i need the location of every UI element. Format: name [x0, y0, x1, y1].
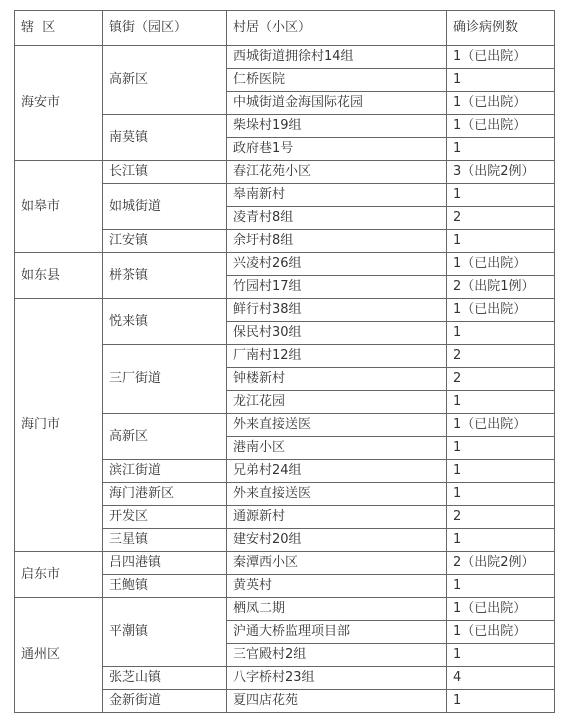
cases-cell: 1（已出院） — [447, 598, 555, 621]
town-cell: 高新区 — [103, 414, 227, 460]
community-cell: 竹园村17组 — [227, 276, 447, 299]
community-cell: 建安村20组 — [227, 529, 447, 552]
cases-cell: 1（已出院） — [447, 414, 555, 437]
cases-cell: 1 — [447, 230, 555, 253]
community-cell: 仁桥医院 — [227, 69, 447, 92]
header-row — [15, 11, 555, 46]
table-row — [15, 598, 555, 621]
cases-cell: 2 — [447, 345, 555, 368]
cases-cell: 1（已出院） — [447, 299, 555, 322]
header-cell-town: 镇街（园区） — [103, 11, 227, 46]
cases-cell: 1 — [447, 391, 555, 414]
district-cell: 如东县 — [15, 253, 103, 299]
community-cell: 皋南新村 — [227, 184, 447, 207]
cases-cell: 1 — [447, 184, 555, 207]
header-cell-cases: 确诊病例数 — [447, 11, 555, 46]
community-cell: 鲜行村38组 — [227, 299, 447, 322]
community-cell: 中城街道金海国际花园 — [227, 92, 447, 115]
district-cell: 启东市 — [15, 552, 103, 598]
cases-cell: 1 — [447, 322, 555, 345]
community-cell: 西城街道拥徐村14组 — [227, 46, 447, 69]
town-cell: 张芝山镇 — [103, 667, 227, 690]
town-cell: 王鲍镇 — [103, 575, 227, 598]
district-cell: 如皋市 — [15, 161, 103, 253]
community-cell: 八字桥村23组 — [227, 667, 447, 690]
table-row — [15, 46, 555, 69]
header-cell-community: 村居（小区） — [227, 11, 447, 46]
community-cell: 钟楼新村 — [227, 368, 447, 391]
cases-cell: 3（出院2例） — [447, 161, 555, 184]
table-row — [15, 253, 555, 276]
table-container — [14, 10, 555, 713]
town-cell: 如城街道 — [103, 184, 227, 230]
cases-cell: 1 — [447, 69, 555, 92]
community-cell: 凌青村8组 — [227, 207, 447, 230]
cases-cell: 2 — [447, 506, 555, 529]
district-cell: 通州区 — [15, 598, 103, 713]
cases-cell: 1（已出院） — [447, 46, 555, 69]
community-cell: 厂南村12组 — [227, 345, 447, 368]
cases-cell: 1（已出院） — [447, 115, 555, 138]
cases-cell: 1 — [447, 460, 555, 483]
town-cell: 长江镇 — [103, 161, 227, 184]
cases-cell: 1 — [447, 437, 555, 460]
community-cell: 春江花苑小区 — [227, 161, 447, 184]
community-cell: 黄英村 — [227, 575, 447, 598]
community-cell: 沪通大桥监理项目部 — [227, 621, 447, 644]
cases-cell: 2（出院2例） — [447, 552, 555, 575]
district-cell: 海门市 — [15, 299, 103, 552]
town-cell: 江安镇 — [103, 230, 227, 253]
cases-cell: 1（已出院） — [447, 92, 555, 115]
town-cell: 滨江街道 — [103, 460, 227, 483]
town-cell: 平潮镇 — [103, 598, 227, 667]
community-cell: 秦潭西小区 — [227, 552, 447, 575]
community-cell: 外来直接送医 — [227, 483, 447, 506]
confirmed-cases-table — [14, 10, 555, 713]
town-cell: 海门港新区 — [103, 483, 227, 506]
community-cell: 政府巷1号 — [227, 138, 447, 161]
town-cell: 高新区 — [103, 46, 227, 115]
town-cell: 悦来镇 — [103, 299, 227, 345]
cases-cell: 2（出院1例） — [447, 276, 555, 299]
cases-cell: 1 — [447, 483, 555, 506]
community-cell: 柴垛村19组 — [227, 115, 447, 138]
cases-cell: 2 — [447, 207, 555, 230]
cases-cell: 1（已出院） — [447, 253, 555, 276]
cases-cell: 1 — [447, 690, 555, 713]
table-row — [15, 299, 555, 322]
town-cell: 金新街道 — [103, 690, 227, 713]
community-cell: 余圩村8组 — [227, 230, 447, 253]
cases-cell: 1 — [447, 138, 555, 161]
table-row — [15, 552, 555, 575]
town-cell: 开发区 — [103, 506, 227, 529]
community-cell: 夏四店花苑 — [227, 690, 447, 713]
town-cell: 三厂街道 — [103, 345, 227, 414]
community-cell: 外来直接送医 — [227, 414, 447, 437]
community-cell: 保民村30组 — [227, 322, 447, 345]
header-cell-district: 辖 区 — [15, 11, 103, 46]
cases-cell: 4 — [447, 667, 555, 690]
community-cell: 港南小区 — [227, 437, 447, 460]
town-cell: 南莫镇 — [103, 115, 227, 161]
community-cell: 通源新村 — [227, 506, 447, 529]
community-cell: 三官殿村2组 — [227, 644, 447, 667]
table-row — [15, 161, 555, 184]
town-cell: 吕四港镇 — [103, 552, 227, 575]
cases-cell: 2 — [447, 368, 555, 391]
cases-cell: 1 — [447, 644, 555, 667]
town-cell: 三星镇 — [103, 529, 227, 552]
district-cell: 海安市 — [15, 46, 103, 161]
town-cell: 栟茶镇 — [103, 253, 227, 299]
community-cell: 栖凤二期 — [227, 598, 447, 621]
cases-cell: 1（已出院） — [447, 621, 555, 644]
community-cell: 兴凌村26组 — [227, 253, 447, 276]
cases-cell: 1 — [447, 575, 555, 598]
cases-cell: 1 — [447, 529, 555, 552]
community-cell: 龙江花园 — [227, 391, 447, 414]
community-cell: 兄弟村24组 — [227, 460, 447, 483]
